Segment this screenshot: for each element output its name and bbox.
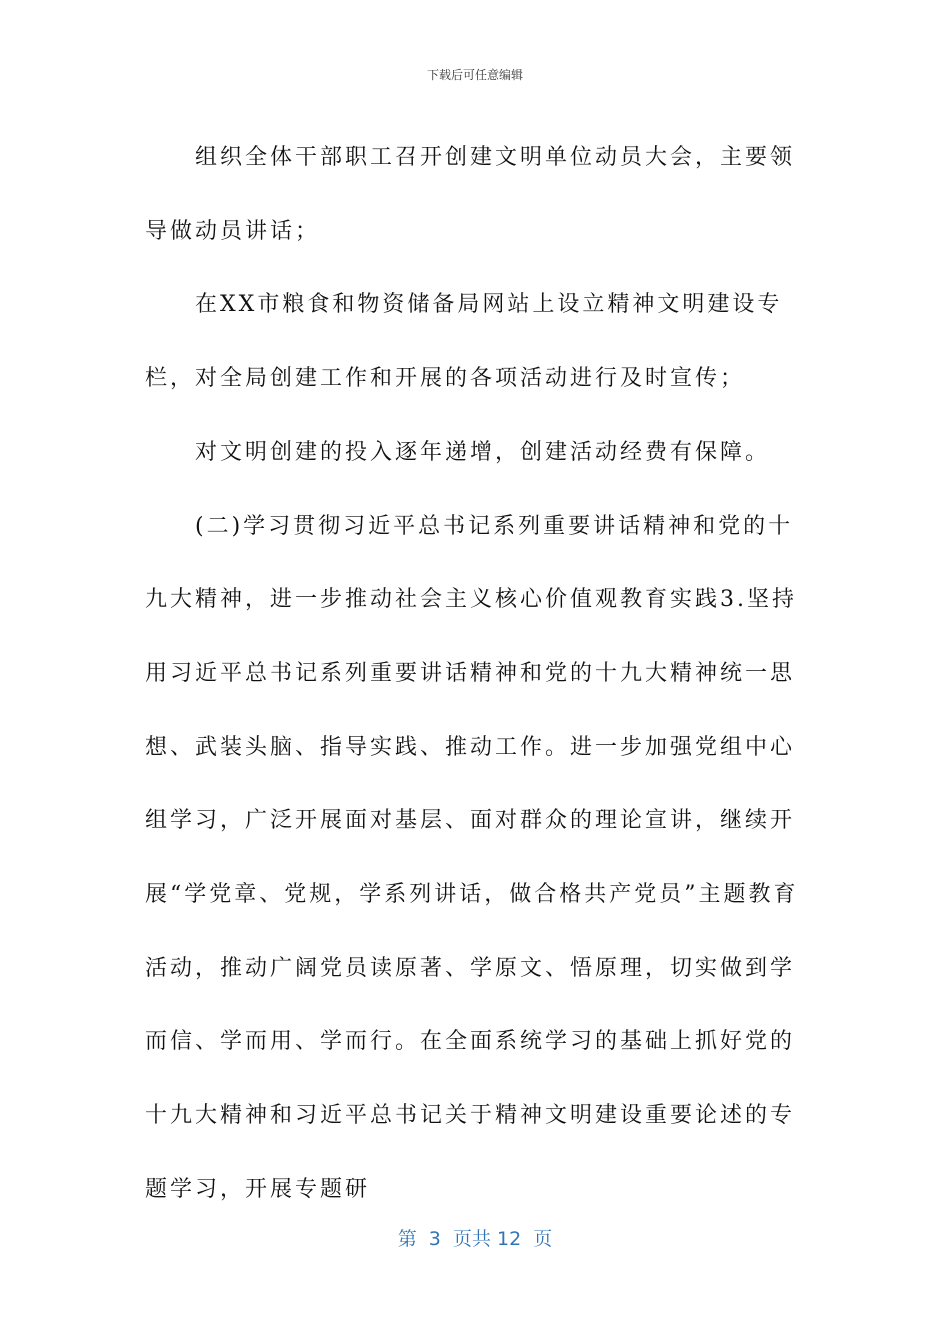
page-header: 下载后可任意编辑 [426, 68, 523, 82]
page-number-footer: 第 3 页共 12 页 [397, 1228, 553, 1250]
paragraph-4: (二)学习贯彻习近平总书记系列重要讲话精神和党的十九大精神，进一步推动社会主义核心价值观教育实践3.坚持用习近平总书记系列重要讲话精神和党的十九大精神统一思想、武装头脑、指导实践、推动工作。进一步加强党组中心组学习，广泛开展面对基层、面对群众的理论宣讲，继续开展“学党章、党规，学系列讲话，做合格共产党员”主题教育活动，推动广阔党员读原著、学原文、悟原理，切实做到学而信、学而用、学而行。在全面系统学习的基础上抓好党的十九大精神和习近平总书记关于精神文明建设重要论述的专题学习，开展专题研 [145, 513, 799, 1202]
document-body [145, 121, 805, 1227]
paragraph-3: 对文明创建的投入逐年递增，创建活动经费有保障。 [195, 439, 771, 465]
paragraph-2: 在XX市粮食和物资储备局网站上设立精神文明建设专栏，对全局创建工作和开展的各项活动进行及时宣传； [145, 292, 783, 392]
paragraph-1: 组织全体干部职工召开创建文明单位动员大会，主要领导做动员讲话； [145, 145, 796, 244]
